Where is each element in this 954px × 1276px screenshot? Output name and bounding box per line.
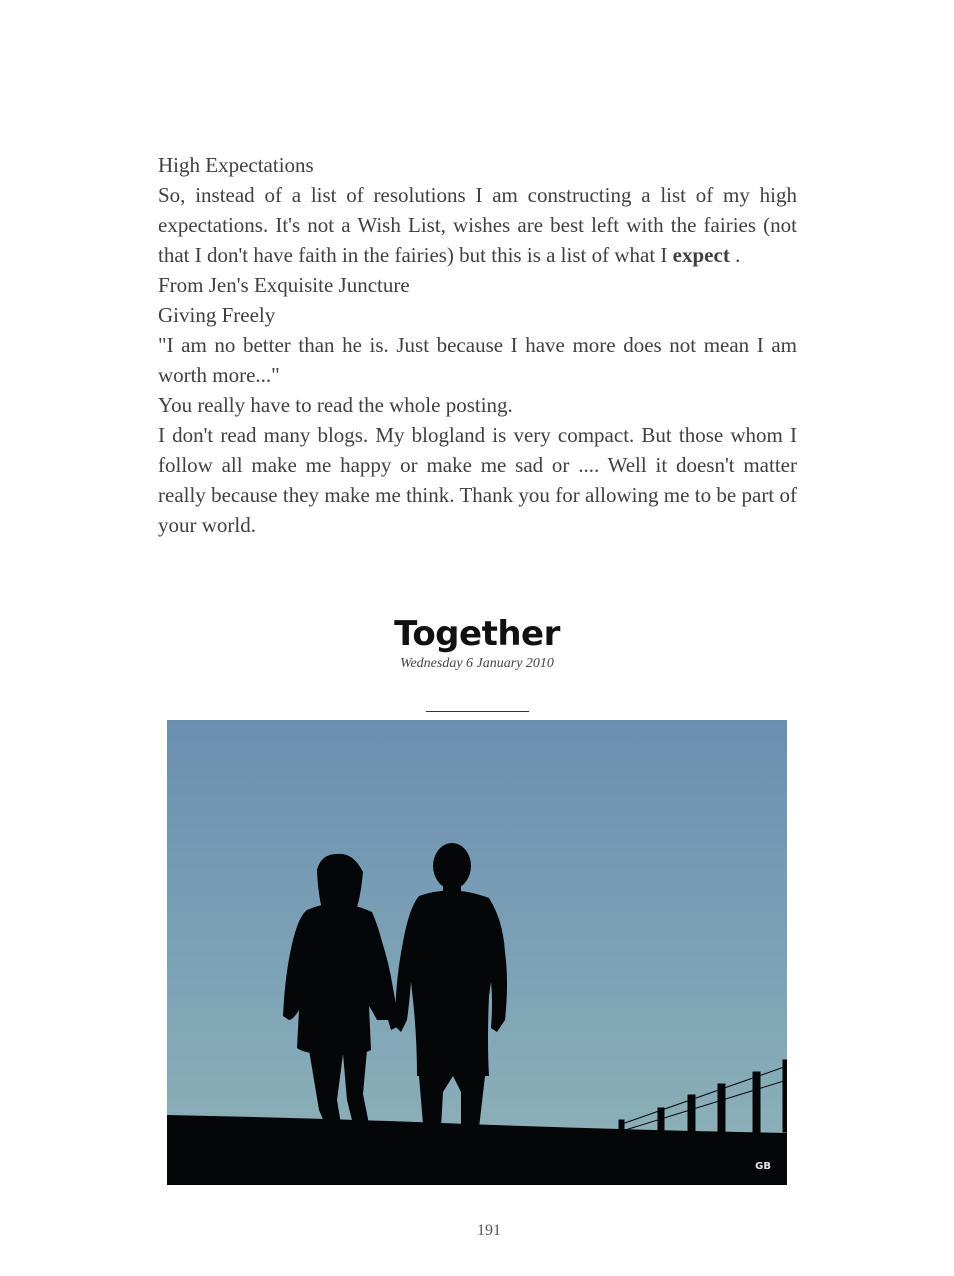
body-text [158, 150, 797, 540]
paragraph-high-expectations-title: High Expectations [158, 153, 314, 177]
post-title: Together [394, 614, 560, 654]
paragraph-blogland: I don't read many blogs. My blogland is very compact. But those whom I follow all make me happy or make me sad or .... Well it doesn't matter really because they make me think. Thank you for allowing me to be part of your world. [158, 423, 797, 537]
couple-silhouette-photo [167, 720, 787, 1185]
divider-rule [426, 711, 529, 712]
post-date: Wednesday 6 January 2010 [400, 656, 554, 671]
paragraph-expectations-text: So, instead of a list of resolutions I am constructing a list of my high expectations. It's not a Wish List, wishes are best left with the fairies (not that I don't have faith in the fairies) but this is a list of what I [158, 183, 797, 267]
paragraph-read-posting: You really have to read the whole posting. [158, 393, 513, 417]
paragraph-quote: "I am no better than he is. Just because I have more does not mean I am worth more..." [158, 333, 797, 387]
paragraph-source: From Jen's Exquisite Juncture [158, 273, 410, 297]
paragraph-expectations [158, 180, 797, 270]
page-number: 191 [477, 1222, 501, 1239]
paragraph-expectations-bold: expect [672, 243, 730, 267]
paragraph-giving-freely: Giving Freely [158, 303, 276, 327]
paragraph-expectations-end: . [729, 243, 741, 267]
photo-credit: GB [755, 1161, 771, 1172]
